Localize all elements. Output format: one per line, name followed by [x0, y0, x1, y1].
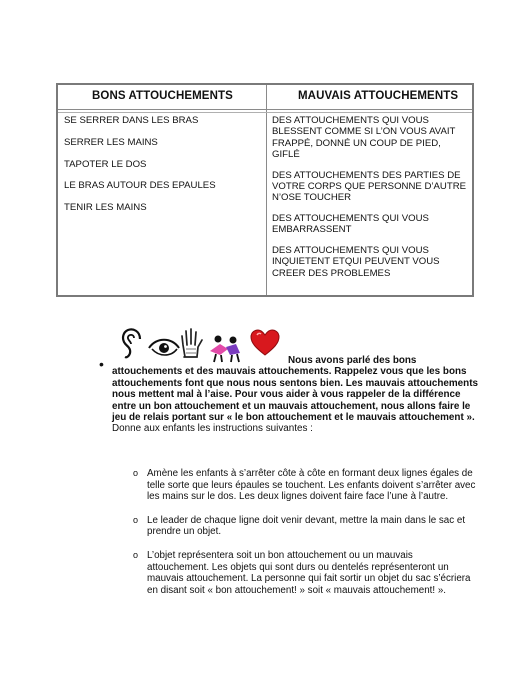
instruction-text: Amène les enfants à s’arrêter côte à côte en formant deux lignes égales de telle sorte que leurs épaules se touchent. Les enfants doivent s’arrêter avec les mains sur le dos. Les deux lignes doivent faire face l’une à l’autre. — [147, 468, 476, 503]
bad-touch-item: DES ATTOUCHEMENTS QUI VOUS BLESSENT COMME SI L’ON VOUS AVAIT FRAPPÉ, DONNÉ UN COUP DE PIED, GIFLÉ — [272, 115, 456, 160]
good-touch-item: SERRER LES MAINS — [64, 136, 158, 148]
good-touch-item: LE BRAS AUTOUR DES EPAULES — [64, 180, 216, 192]
header-divider — [58, 109, 472, 110]
header-bad-touches: MAUVAIS ATTOUCHEMENTS — [298, 90, 459, 102]
bad-touch-item: DES ATTOUCHEMENTS DES PARTIES DE VOTRE CORPS QUE PERSONNE D’AUTRE N’OSE TOUCHER — [272, 169, 467, 204]
good-touch-item: SE SERRER DANS LES BRAS — [64, 115, 199, 126]
instructions-list — [133, 468, 477, 608]
bad-touch-item: DES ATTOUCHEMENTS QUI VOUS EMBARRASSENT — [272, 213, 429, 236]
intro-bold-first-line: Nous avons parlé des bons — [288, 355, 417, 366]
instruction-item — [133, 468, 477, 503]
list-bullet: • — [99, 356, 104, 372]
intro-bold-text: attouchements et des mauvais attouchements. Rappelez vous que les bons attouchements font que nous nous sentons bien. Les mauvais attouchements nous mettent mal à l’aise. Pour vous aider à vous rappeler de la différence entre un bon attouchement et un mauvais attouchement, nous allons faire le jeu de relais portant sur « le bon attouchement et le mauvais attouchement ». — [112, 366, 478, 424]
bad-touches-column — [272, 115, 470, 289]
good-touch-item: TENIR LES MAINS — [64, 202, 147, 214]
good-touch-item: TAPOTER LE DOS — [64, 158, 147, 170]
touch-comparison-table — [56, 83, 474, 297]
sub-bullet: o — [133, 549, 139, 560]
instruction-text: L’objet représentera soit un bon attouchement ou un mauvais attouchement. Les objets qui sont durs ou dentelés représenteront un mauvais attouchement. La personne qui fait sortir un objet du sac s’écriera en disant soit « bon attouchement! » soit « mauvais attouchement! ». — [147, 549, 471, 596]
sub-bullet: o — [133, 468, 139, 478]
heart-icon — [250, 329, 280, 357]
intro-normal-text: Donne aux enfants les instructions suivantes : — [112, 423, 313, 435]
intro-paragraph — [112, 355, 480, 435]
instruction-item — [133, 549, 477, 596]
header-divider-inner — [58, 112, 472, 113]
column-divider — [266, 85, 267, 295]
instruction-text: Le leader de chaque ligne doit venir devant, mettre la main dans le sac et prendre un objet. — [147, 514, 466, 538]
sub-bullet: o — [133, 514, 139, 525]
bad-touch-item: DES ATTOUCHEMENTS QUI VOUS INQUIETENT ETQUI PEUVENT VOUS CREER DES PROBLEMES — [272, 245, 440, 279]
good-touches-column — [64, 115, 262, 224]
header-good-touches: BONS ATTOUCHEMENTS — [92, 90, 233, 102]
instruction-item — [133, 514, 477, 538]
